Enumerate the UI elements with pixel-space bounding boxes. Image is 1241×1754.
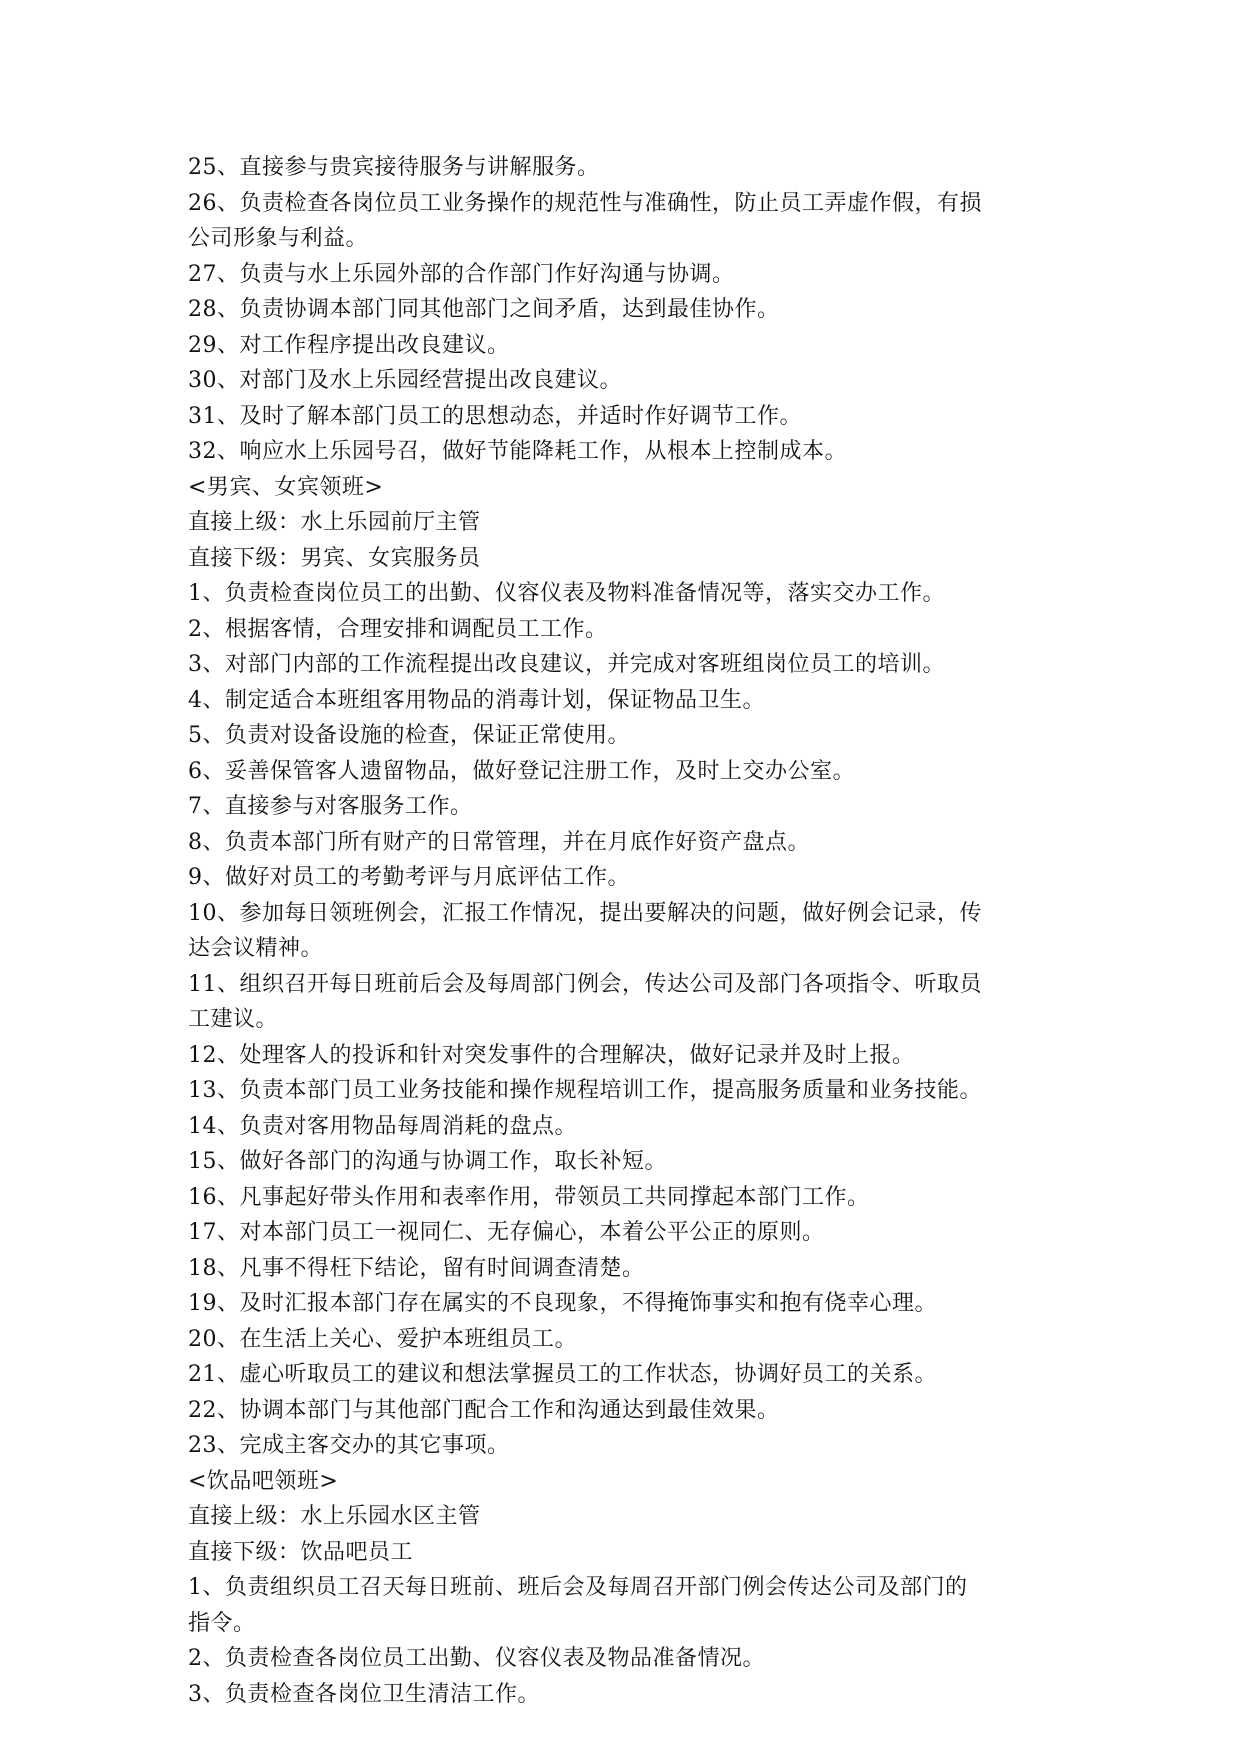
text-line: 7、直接参与对客服务工作。 <box>188 794 473 819</box>
section-heading: <男宾、女宾领班> <box>188 474 384 500</box>
text-line: 22、协调本部门与其他部门配合工作和沟通达到最佳效果。 <box>188 1397 780 1423</box>
text-line: 13、负责本部门员工业务技能和操作规程培训工作，提高服务质量和业务技能。 <box>188 1078 982 1103</box>
section-heading: <饮品吧领班> <box>188 1468 339 1494</box>
text-line: 直接上级：水上乐园水区主管 <box>188 1504 481 1529</box>
text-line: 1、负责检查岗位员工的出勤、仪容仪表及物料准备情况等，落实交办工作。 <box>188 581 945 606</box>
text-line: 20、在生活上关心、爱护本班组员工。 <box>188 1326 577 1352</box>
text-line: 14、负责对客用物品每周消耗的盘点。 <box>188 1113 577 1139</box>
text-line: 21、虚心听取员工的建议和想法掌握员工的工作状态，协调好员工的关系。 <box>188 1362 937 1387</box>
text-line: 28、负责协调本部门同其他部门之间矛盾，达到最佳协作。 <box>188 297 780 322</box>
text-line: 32、响应水上乐园号召，做好节能降耗工作，从根本上控制成本。 <box>188 439 847 464</box>
text-line: 26、负责检查各岗位员工业务操作的规范性与准确性，防止员工弄虚作假，有损 <box>188 190 982 216</box>
text-line: 3、对部门内部的工作流程提出改良建议，并完成对客班组岗位员工的培训。 <box>188 652 945 677</box>
text-line: 18、凡事不得枉下结论，留有时间调查清楚。 <box>188 1255 645 1281</box>
text-line: 12、处理客人的投诉和针对突发事件的合理解决，做好记录并及时上报。 <box>188 1042 915 1068</box>
text-line: 25、直接参与贵宾接待服务与讲解服务。 <box>188 155 600 180</box>
text-line: 直接上级：水上乐园前厅主管 <box>188 510 481 535</box>
text-line: 17、对本部门员工一视同仁、无存偏心，本着公平公正的原则。 <box>188 1220 825 1245</box>
text-line: 19、及时汇报本部门存在属实的不良现象，不得掩饰事实和抱有侥幸心理。 <box>188 1291 937 1316</box>
text-line: 直接下级：男宾、女宾服务员 <box>188 545 481 571</box>
text-line: 1、负责组织员工召天每日班前、班后会及每周召开部门例会传达公司及部门的 <box>188 1575 968 1600</box>
text-line: 5、负责对设备设施的检查，保证正常使用。 <box>188 723 630 748</box>
text-line: 27、负责与水上乐园外部的合作部门作好沟通与协调。 <box>188 261 735 287</box>
text-line: 指令。 <box>188 1610 256 1636</box>
document-body <box>188 150 1068 1712</box>
text-line: 29、对工作程序提出改良建议。 <box>188 332 510 358</box>
text-line: 3、负责检查各岗位卫生清洁工作。 <box>188 1681 540 1707</box>
text-line: 工建议。 <box>188 1007 279 1032</box>
text-line: 15、做好各部门的沟通与协调工作，取长补短。 <box>188 1149 667 1174</box>
text-line: 4、制定适合本班组客用物品的消毒计划，保证物品卫生。 <box>188 687 765 713</box>
text-line: 16、凡事起好带头作用和表率作用，带领员工共同撑起本部门工作。 <box>188 1184 870 1210</box>
text-line: 公司形象与利益。 <box>188 226 369 251</box>
text-line: 达会议精神。 <box>188 936 324 961</box>
text-line: 直接下级：饮品吧员工 <box>188 1539 414 1565</box>
text-line: 9、做好对员工的考勤考评与月底评估工作。 <box>188 865 630 890</box>
text-line: 11、组织召开每日班前后会及每周部门例会，传达公司及部门各项指令、听取员 <box>188 971 982 997</box>
text-line: 23、完成主客交办的其它事项。 <box>188 1433 510 1458</box>
text-line: 8、负责本部门所有财产的日常管理，并在月底作好资产盘点。 <box>188 829 810 855</box>
text-line: 2、根据客情，合理安排和调配员工工作。 <box>188 616 608 642</box>
text-line: 31、及时了解本部门员工的思想动态，并适时作好调节工作。 <box>188 403 802 429</box>
text-line: 30、对部门及水上乐园经营提出改良建议。 <box>188 368 622 393</box>
text-line: 6、妥善保管客人遗留物品，做好登记注册工作，及时上交办公室。 <box>188 758 855 784</box>
text-line: 10、参加每日领班例会，汇报工作情况，提出要解决的问题，做好例会记录，传 <box>188 900 982 926</box>
text-line: 2、负责检查各岗位员工出勤、仪容仪表及物品准备情况。 <box>188 1646 765 1671</box>
